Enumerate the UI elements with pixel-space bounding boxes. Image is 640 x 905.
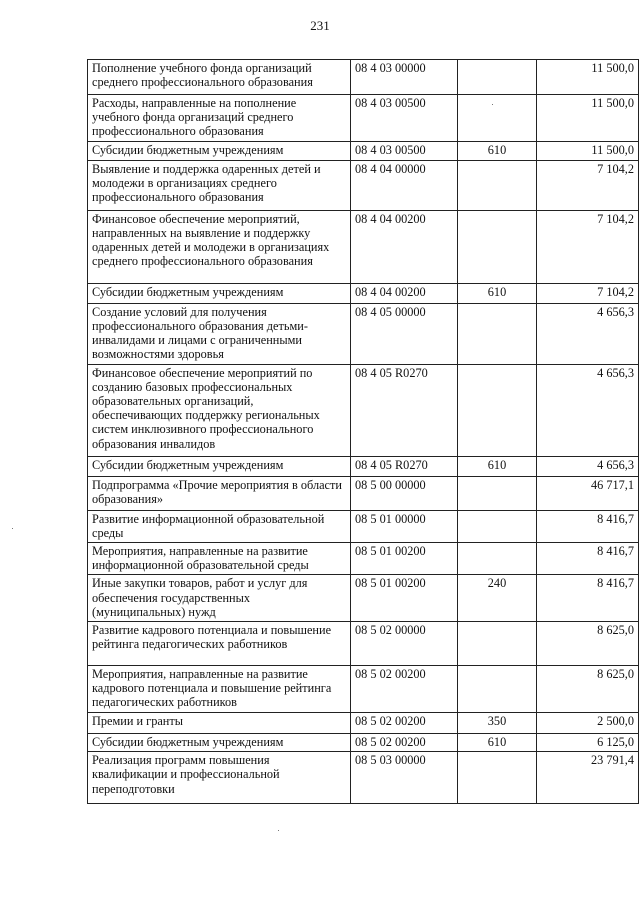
table-row bbox=[88, 622, 639, 666]
row-name: Субсидии бюджетным учреждениям bbox=[88, 141, 351, 160]
row-code: 08 4 04 00200 bbox=[351, 283, 458, 303]
table-row bbox=[88, 575, 639, 622]
row-amount: 7 104,2 bbox=[537, 283, 639, 303]
row-name: Финансовое обеспечение мероприятий по созданию базовых профессиональных образовательных организаций, обеспечивающих поддержку региональных систем инклюзивного профессионального образования инвалидов bbox=[88, 364, 351, 456]
row-name: Создание условий для получения профессионального образования детьми-инвалидами и лицами с ограниченными возможностями здоровья bbox=[88, 303, 351, 364]
row-code: 08 4 05 00000 bbox=[351, 303, 458, 364]
row-expense-type: 610 bbox=[458, 734, 537, 752]
table-row bbox=[88, 160, 639, 210]
row-code: 08 5 01 00200 bbox=[351, 543, 458, 575]
row-code: 08 4 03 00000 bbox=[351, 60, 458, 95]
row-amount: 8 625,0 bbox=[537, 622, 639, 666]
row-amount: 4 656,3 bbox=[537, 364, 639, 456]
row-name: Развитие кадрового потенциала и повышение рейтинга педагогических работников bbox=[88, 622, 351, 666]
row-expense-type bbox=[458, 160, 537, 210]
table-row bbox=[88, 510, 639, 542]
row-code: 08 5 02 00200 bbox=[351, 713, 458, 734]
row-expense-type bbox=[458, 666, 537, 713]
row-amount: 7 104,2 bbox=[537, 210, 639, 283]
row-name: Субсидии бюджетным учреждениям bbox=[88, 456, 351, 476]
row-expense-type bbox=[458, 60, 537, 95]
budget-table bbox=[87, 59, 639, 804]
table-row bbox=[88, 666, 639, 713]
scan-speck bbox=[492, 104, 493, 105]
row-amount: 4 656,3 bbox=[537, 303, 639, 364]
row-expense-type bbox=[458, 543, 537, 575]
row-code: 08 5 01 00000 bbox=[351, 510, 458, 542]
row-code: 08 4 03 00500 bbox=[351, 141, 458, 160]
row-code: 08 5 03 00000 bbox=[351, 752, 458, 804]
row-expense-type bbox=[458, 476, 537, 510]
row-expense-type bbox=[458, 95, 537, 142]
table-row bbox=[88, 543, 639, 575]
row-amount: 11 500,0 bbox=[537, 60, 639, 95]
row-name: Развитие информационной образовательной среды bbox=[88, 510, 351, 542]
table-row bbox=[88, 476, 639, 510]
row-name: Расходы, направленные на пополнение учебного фонда организаций среднего профессионального образования bbox=[88, 95, 351, 142]
row-code: 08 4 04 00200 bbox=[351, 210, 458, 283]
row-amount: 11 500,0 bbox=[537, 141, 639, 160]
table-row bbox=[88, 713, 639, 734]
row-amount: 8 416,7 bbox=[537, 510, 639, 542]
row-expense-type: 610 bbox=[458, 283, 537, 303]
table-row bbox=[88, 752, 639, 804]
row-amount: 23 791,4 bbox=[537, 752, 639, 804]
table-row bbox=[88, 141, 639, 160]
table-row bbox=[88, 210, 639, 283]
row-expense-type bbox=[458, 622, 537, 666]
row-code: 08 5 00 00000 bbox=[351, 476, 458, 510]
row-code: 08 5 02 00000 bbox=[351, 622, 458, 666]
table-row bbox=[88, 60, 639, 95]
row-code: 08 5 02 00200 bbox=[351, 734, 458, 752]
row-name: Субсидии бюджетным учреждениям bbox=[88, 283, 351, 303]
row-amount: 8 416,7 bbox=[537, 543, 639, 575]
row-name: Подпрограмма «Прочие мероприятия в области образования» bbox=[88, 476, 351, 510]
row-name: Реализация программ повышения квалификации и профессиональной переподготовки bbox=[88, 752, 351, 804]
row-amount: 8 416,7 bbox=[537, 575, 639, 622]
row-expense-type bbox=[458, 752, 537, 804]
scan-speck bbox=[278, 830, 279, 831]
row-expense-type bbox=[458, 510, 537, 542]
row-expense-type: 240 bbox=[458, 575, 537, 622]
table-row bbox=[88, 303, 639, 364]
row-name: Премии и гранты bbox=[88, 713, 351, 734]
row-name: Субсидии бюджетным учреждениям bbox=[88, 734, 351, 752]
row-name: Пополнение учебного фонда организаций среднего профессионального образования bbox=[88, 60, 351, 95]
row-name: Выявление и поддержка одаренных детей и молодежи в организациях среднего профессионального образования bbox=[88, 160, 351, 210]
row-amount: 6 125,0 bbox=[537, 734, 639, 752]
table-row bbox=[88, 364, 639, 456]
row-expense-type bbox=[458, 303, 537, 364]
row-amount: 8 625,0 bbox=[537, 666, 639, 713]
row-expense-type bbox=[458, 364, 537, 456]
table-row bbox=[88, 734, 639, 752]
page-number: 231 bbox=[310, 18, 330, 33]
row-amount: 11 500,0 bbox=[537, 95, 639, 142]
row-amount: 4 656,3 bbox=[537, 456, 639, 476]
table-row bbox=[88, 456, 639, 476]
row-expense-type bbox=[458, 210, 537, 283]
table-row bbox=[88, 95, 639, 142]
row-code: 08 4 05 R0270 bbox=[351, 456, 458, 476]
row-expense-type: 350 bbox=[458, 713, 537, 734]
row-amount: 46 717,1 bbox=[537, 476, 639, 510]
row-code: 08 5 02 00200 bbox=[351, 666, 458, 713]
row-code: 08 4 04 00000 bbox=[351, 160, 458, 210]
scan-speck bbox=[12, 528, 13, 529]
row-amount: 7 104,2 bbox=[537, 160, 639, 210]
table-row bbox=[88, 283, 639, 303]
row-name: Мероприятия, направленные на развитие кадрового потенциала и повышение рейтинга педагогических работников bbox=[88, 666, 351, 713]
row-expense-type: 610 bbox=[458, 456, 537, 476]
row-name: Финансовое обеспечение мероприятий, направленных на выявление и поддержку одаренных детей и молодежи в организациях среднего профессионального образования bbox=[88, 210, 351, 283]
row-name: Мероприятия, направленные на развитие информационной образовательной среды bbox=[88, 543, 351, 575]
row-code: 08 4 05 R0270 bbox=[351, 364, 458, 456]
row-expense-type: 610 bbox=[458, 141, 537, 160]
row-code: 08 5 01 00200 bbox=[351, 575, 458, 622]
row-code: 08 4 03 00500 bbox=[351, 95, 458, 142]
row-amount: 2 500,0 bbox=[537, 713, 639, 734]
row-name: Иные закупки товаров, работ и услуг для обеспечения государственных (муниципальных) нужд bbox=[88, 575, 351, 622]
